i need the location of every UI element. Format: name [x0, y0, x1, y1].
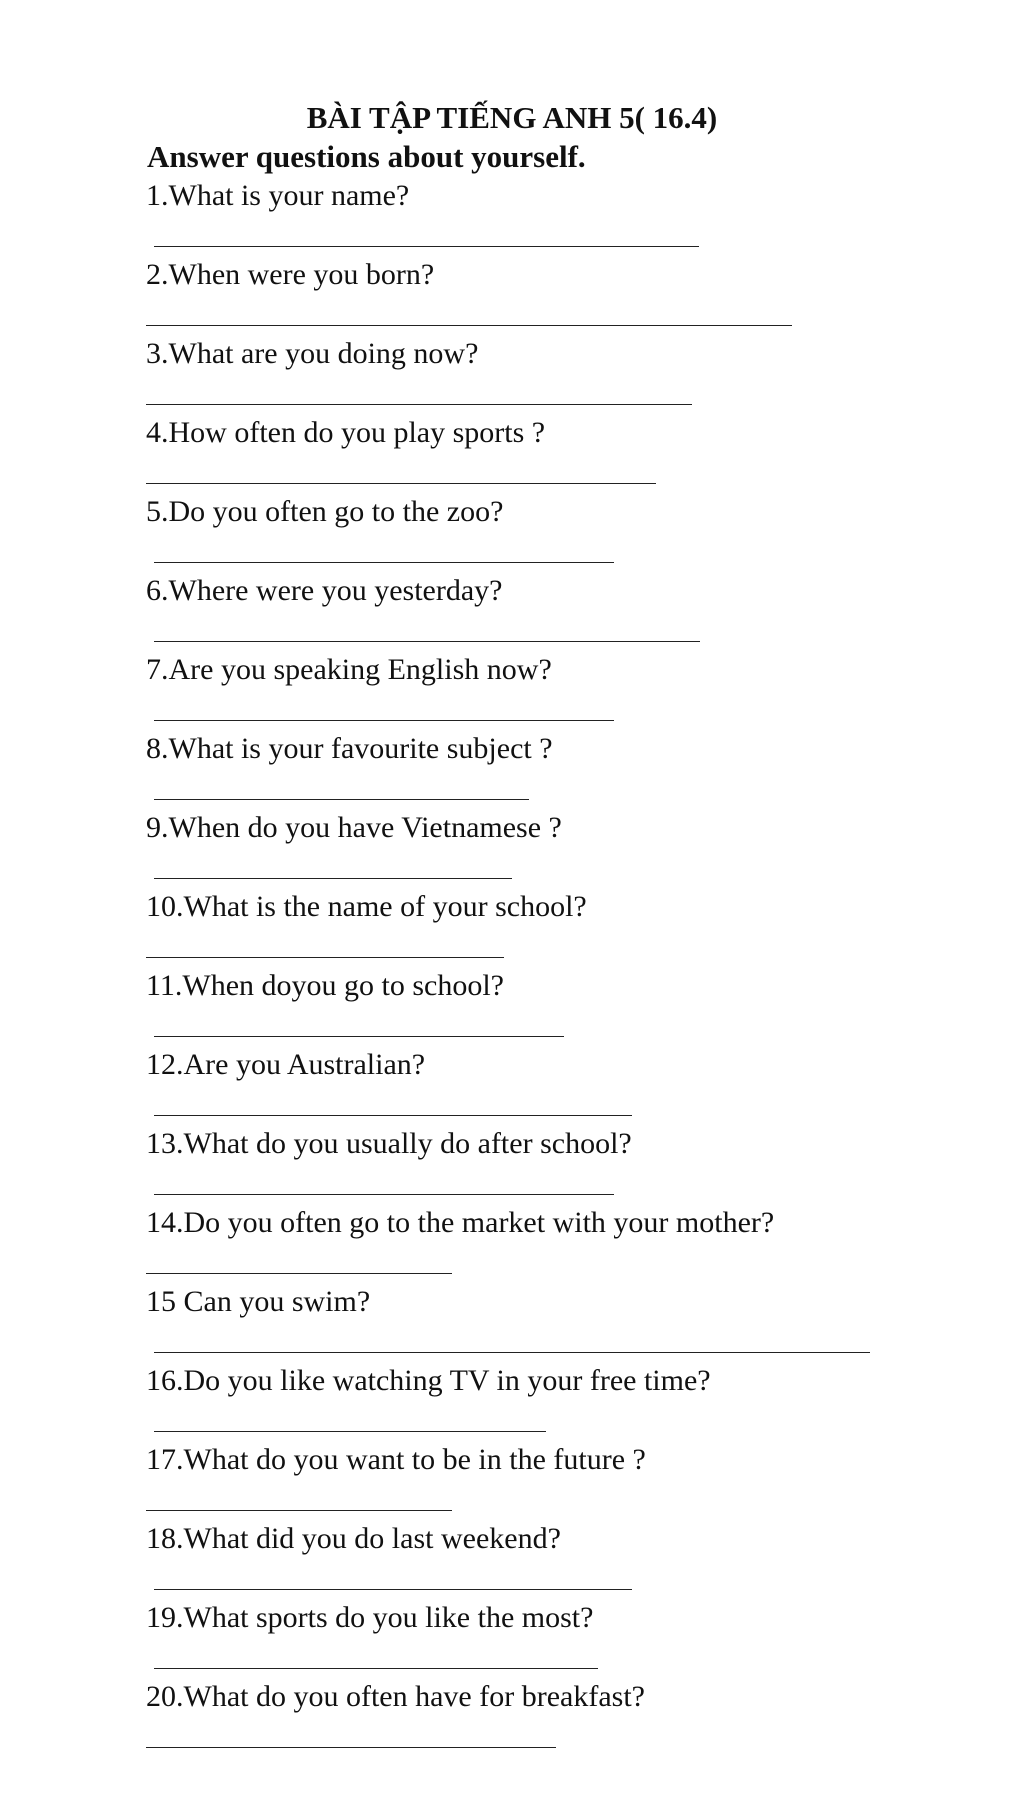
question-text: 9.When do you have Vietnamese ?	[146, 811, 562, 844]
question-item	[146, 729, 1006, 808]
question-text: 8.What is your favourite subject ?	[146, 732, 553, 765]
answer-line[interactable]	[154, 246, 699, 247]
question-item	[146, 413, 1006, 492]
question-item	[146, 1598, 1006, 1677]
question-item	[146, 650, 1006, 729]
answer-line[interactable]	[146, 1273, 452, 1274]
question-text: 19.What sports do you like the most?	[146, 1601, 594, 1634]
answer-line[interactable]	[154, 1668, 598, 1669]
question-item	[146, 1045, 1006, 1124]
answer-line[interactable]	[146, 957, 504, 958]
question-item	[146, 176, 1006, 255]
question-text: 15 Can you swim?	[146, 1285, 371, 1318]
answer-line[interactable]	[146, 483, 656, 484]
question-text: 17.What do you want to be in the future ?	[146, 1443, 646, 1476]
answer-line[interactable]	[154, 1431, 546, 1432]
question-item	[146, 887, 1006, 966]
question-text: 14.Do you often go to the market with your mother?	[146, 1206, 775, 1239]
question-item	[146, 966, 1006, 1045]
answer-line[interactable]	[154, 1589, 632, 1590]
question-text: 18.What did you do last weekend?	[146, 1522, 561, 1555]
question-text: 4.How often do you play sports ?	[146, 416, 546, 449]
answer-line[interactable]	[154, 720, 614, 721]
answer-line[interactable]	[154, 1115, 632, 1116]
question-item	[146, 492, 1006, 571]
answer-line[interactable]	[146, 325, 792, 326]
question-text: 3.What are you doing now?	[146, 337, 479, 370]
answer-line[interactable]	[154, 562, 614, 563]
worksheet-title: BÀI TẬP TIẾNG ANH 5( 16.4)	[306, 100, 718, 135]
question-text: 20.What do you often have for breakfast?	[146, 1680, 645, 1713]
answer-line[interactable]	[146, 1747, 556, 1748]
question-item	[146, 1677, 1006, 1756]
question-item	[146, 1361, 1006, 1440]
question-text: 2.When were you born?	[146, 258, 435, 291]
answer-line[interactable]	[154, 799, 529, 800]
worksheet-instruction: Answer questions about yourself.	[147, 139, 586, 174]
question-item	[146, 1203, 1006, 1282]
question-text: 6.Where were you yesterday?	[146, 574, 503, 607]
answer-line[interactable]	[154, 1352, 870, 1353]
answer-line[interactable]	[154, 878, 512, 879]
question-text: 16.Do you like watching TV in your free time?	[146, 1364, 711, 1397]
question-text: 7.Are you speaking English now?	[146, 653, 552, 686]
answer-line[interactable]	[146, 404, 692, 405]
question-item	[146, 808, 1006, 887]
question-item	[146, 334, 1006, 413]
question-list	[146, 176, 1006, 1756]
answer-line[interactable]	[154, 641, 700, 642]
question-text: 12.Are you Australian?	[146, 1048, 426, 1081]
question-item	[146, 1519, 1006, 1598]
question-item	[146, 1440, 1006, 1519]
question-text: 11.When doyou go to school?	[146, 969, 504, 1002]
question-text: 13.What do you usually do after school?	[146, 1127, 632, 1160]
question-item	[146, 1124, 1006, 1203]
question-item	[146, 1282, 1006, 1361]
answer-line[interactable]	[154, 1036, 564, 1037]
question-item	[146, 571, 1006, 650]
question-text: 1.What is your name?	[146, 179, 410, 212]
question-item	[146, 255, 1006, 334]
answer-line[interactable]	[154, 1194, 614, 1195]
question-text: 10.What is the name of your school?	[146, 890, 587, 923]
answer-line[interactable]	[146, 1510, 452, 1511]
question-text: 5.Do you often go to the zoo?	[146, 495, 504, 528]
